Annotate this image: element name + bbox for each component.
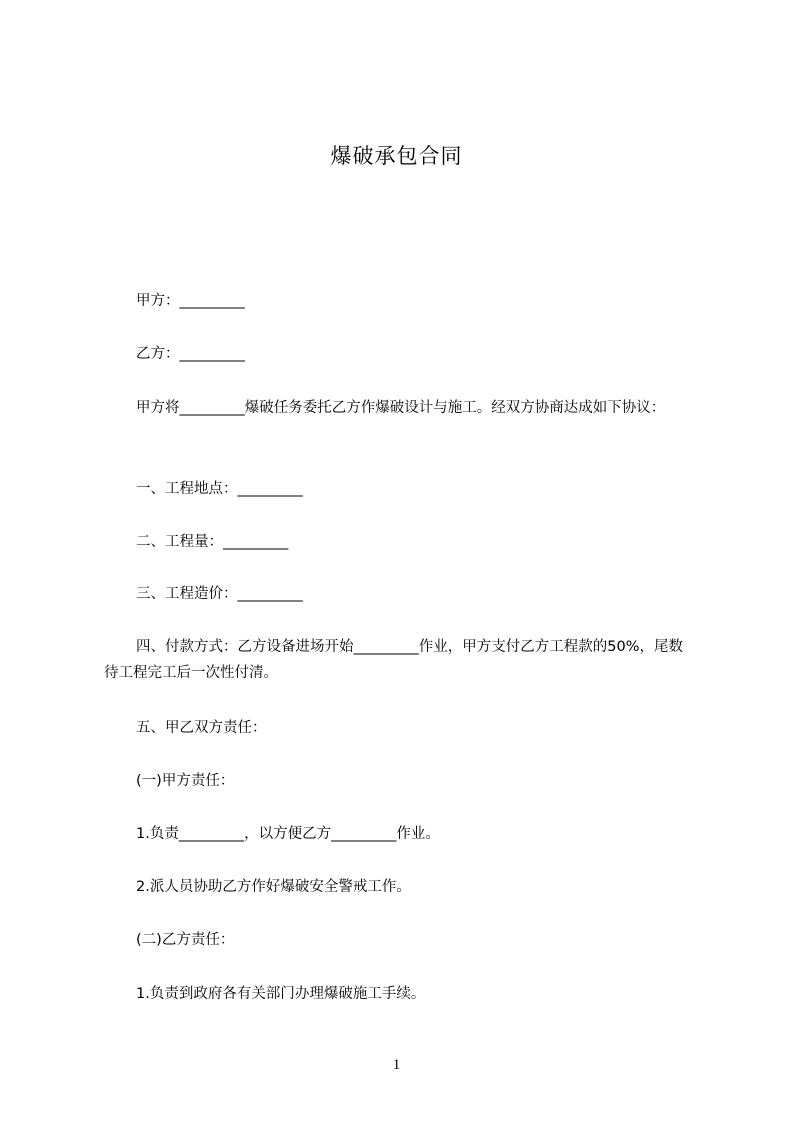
party-a-line: 甲方：_________ (136, 293, 245, 309)
party-a-duties-heading: (一)甲方责任： (136, 773, 235, 789)
party-b-duties-heading: (二)乙方责任： (136, 932, 235, 948)
party-a-duty-2: 2.派人员协助乙方作好爆破安全警戒工作。 (136, 879, 411, 895)
party-b-duty-1: 1.负责到政府各有关部门办理爆破施工手续。 (136, 986, 426, 1002)
clause-4-payment: 四、付款方式：乙方设备进场开始_________作业，甲方支付乙方工程款的50%，尾数待工程完工后一次性付清。 (104, 639, 683, 681)
page-number: 1 (392, 1057, 401, 1073)
clause-2-quantity: 二、工程量：_________ (136, 534, 289, 550)
clause-5-responsibilities: 五、甲乙双方责任： (136, 720, 267, 736)
intro-paragraph: 甲方将_________爆破任务委托乙方作爆破设计与施工。经双方协商达成如下协议： (136, 400, 666, 416)
document-title: 爆破承包合同 (330, 144, 463, 168)
party-a-duty-1: 1.负责_________，以方便乙方_________作业。 (136, 826, 440, 842)
party-b-line: 乙方：_________ (136, 346, 245, 362)
clause-1-location: 一、工程地点：_________ (136, 481, 303, 497)
clause-3-cost: 三、工程造价：_________ (136, 586, 303, 602)
